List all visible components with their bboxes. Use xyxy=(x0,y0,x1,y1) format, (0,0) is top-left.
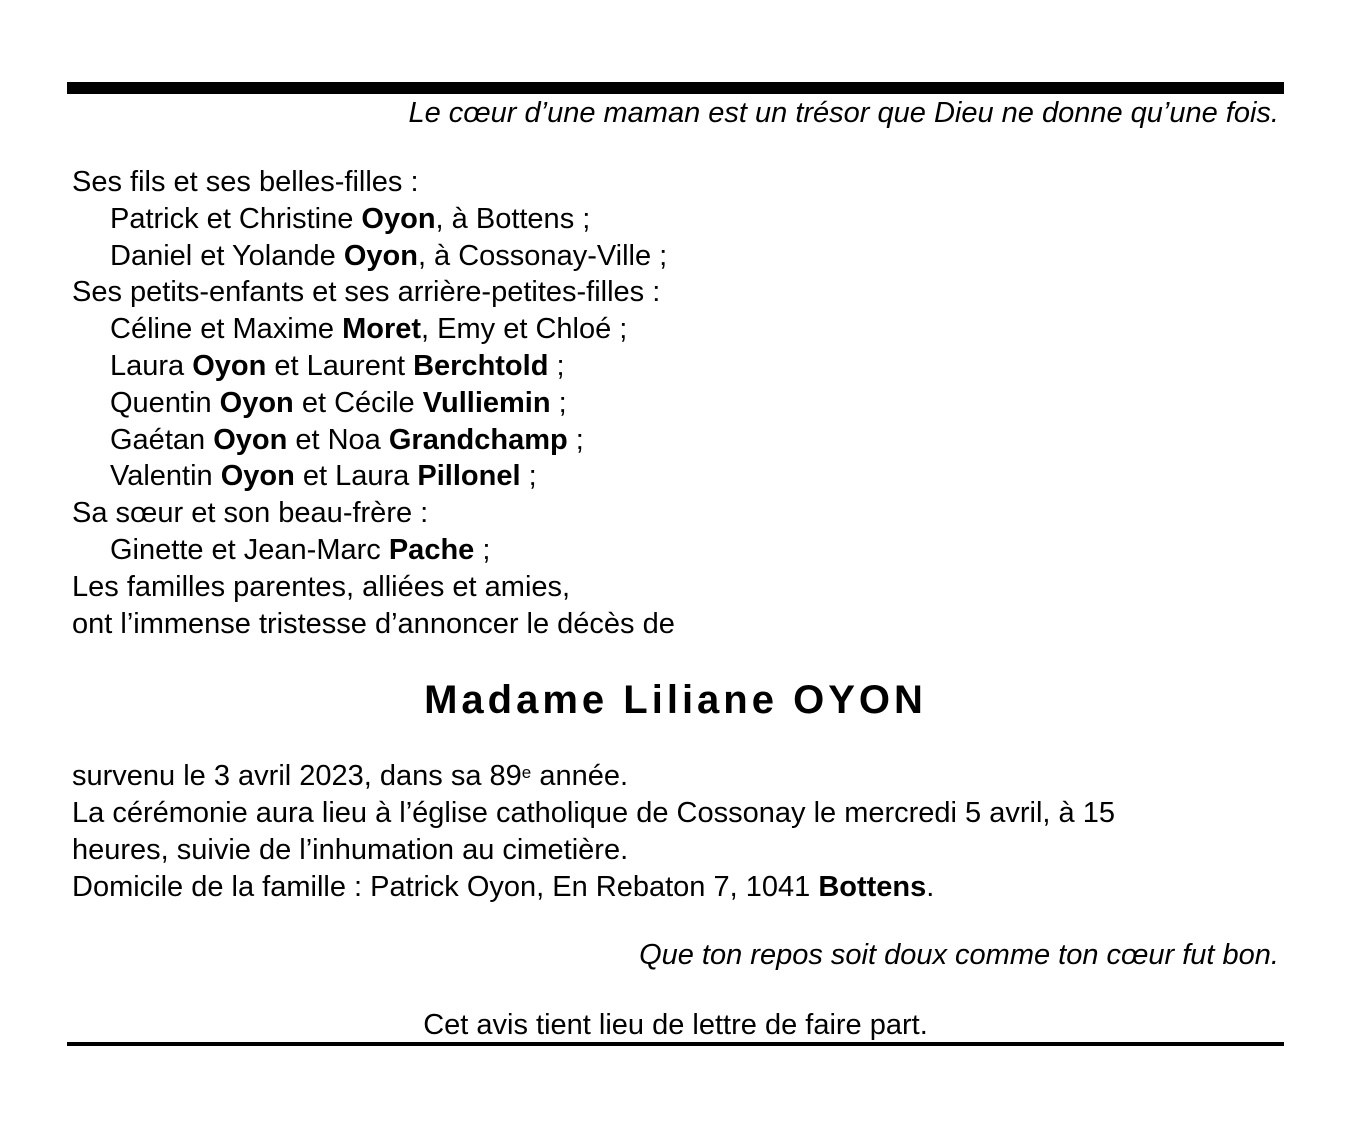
obituary-notice xyxy=(67,82,1284,1042)
ceremony-line: La cérémonie aura lieu à l’église catholique de Cossonay le mercredi 5 avril, à 15 xyxy=(72,797,1115,830)
header-quote: Le cœur d’une maman est un trésor que Dieu ne donne qu’une fois. xyxy=(408,97,1279,129)
family-line: Patrick et Christine Oyon, à Bottens ; xyxy=(110,202,591,235)
deceased-name: Madame Liliane OYON xyxy=(424,678,927,723)
family-line: Daniel et Yolande Oyon, à Cossonay-Ville ; xyxy=(110,239,668,272)
family-line: Quentin Oyon et Cécile Vulliemin ; xyxy=(110,386,567,419)
announcement-line: ont l’immense tristesse d’annoncer le décès de xyxy=(72,607,675,640)
domicile-line: Domicile de la famille : Patrick Oyon, En Rebaton 7, 1041 Bottens. xyxy=(72,871,935,904)
grandchildren-heading: Ses petits-enfants et ses arrière-petites-filles : xyxy=(72,276,661,309)
families-line: Les familles parentes, alliées et amies, xyxy=(72,570,571,603)
closing-line: Cet avis tient lieu de lettre de faire part. xyxy=(423,1009,928,1042)
death-date-line: survenu le 3 avril 2023, dans sa 89e année. xyxy=(72,760,629,793)
family-list xyxy=(67,164,1284,642)
family-line: Céline et Maxime Moret, Emy et Chloé ; xyxy=(110,313,628,346)
family-line: Valentin Oyon et Laura Pillonel ; xyxy=(110,460,537,493)
sister-heading: Sa sœur et son beau-frère : xyxy=(72,497,429,530)
details-block xyxy=(67,758,1284,906)
family-line: Ginette et Jean-Marc Pache ; xyxy=(110,533,491,566)
ceremony-line: heures, suivie de l’inhumation au cimetière. xyxy=(72,834,629,867)
family-line: Laura Oyon et Laurent Berchtold ; xyxy=(110,349,565,382)
top-rule xyxy=(67,82,1284,94)
bottom-rule xyxy=(67,1042,1284,1046)
sons-heading: Ses fils et ses belles-filles : xyxy=(72,166,419,198)
family-line: Gaétan Oyon et Noa Grandchamp ; xyxy=(110,423,584,456)
footer-quote: Que ton repos soit doux comme ton cœur fut bon. xyxy=(639,939,1279,972)
